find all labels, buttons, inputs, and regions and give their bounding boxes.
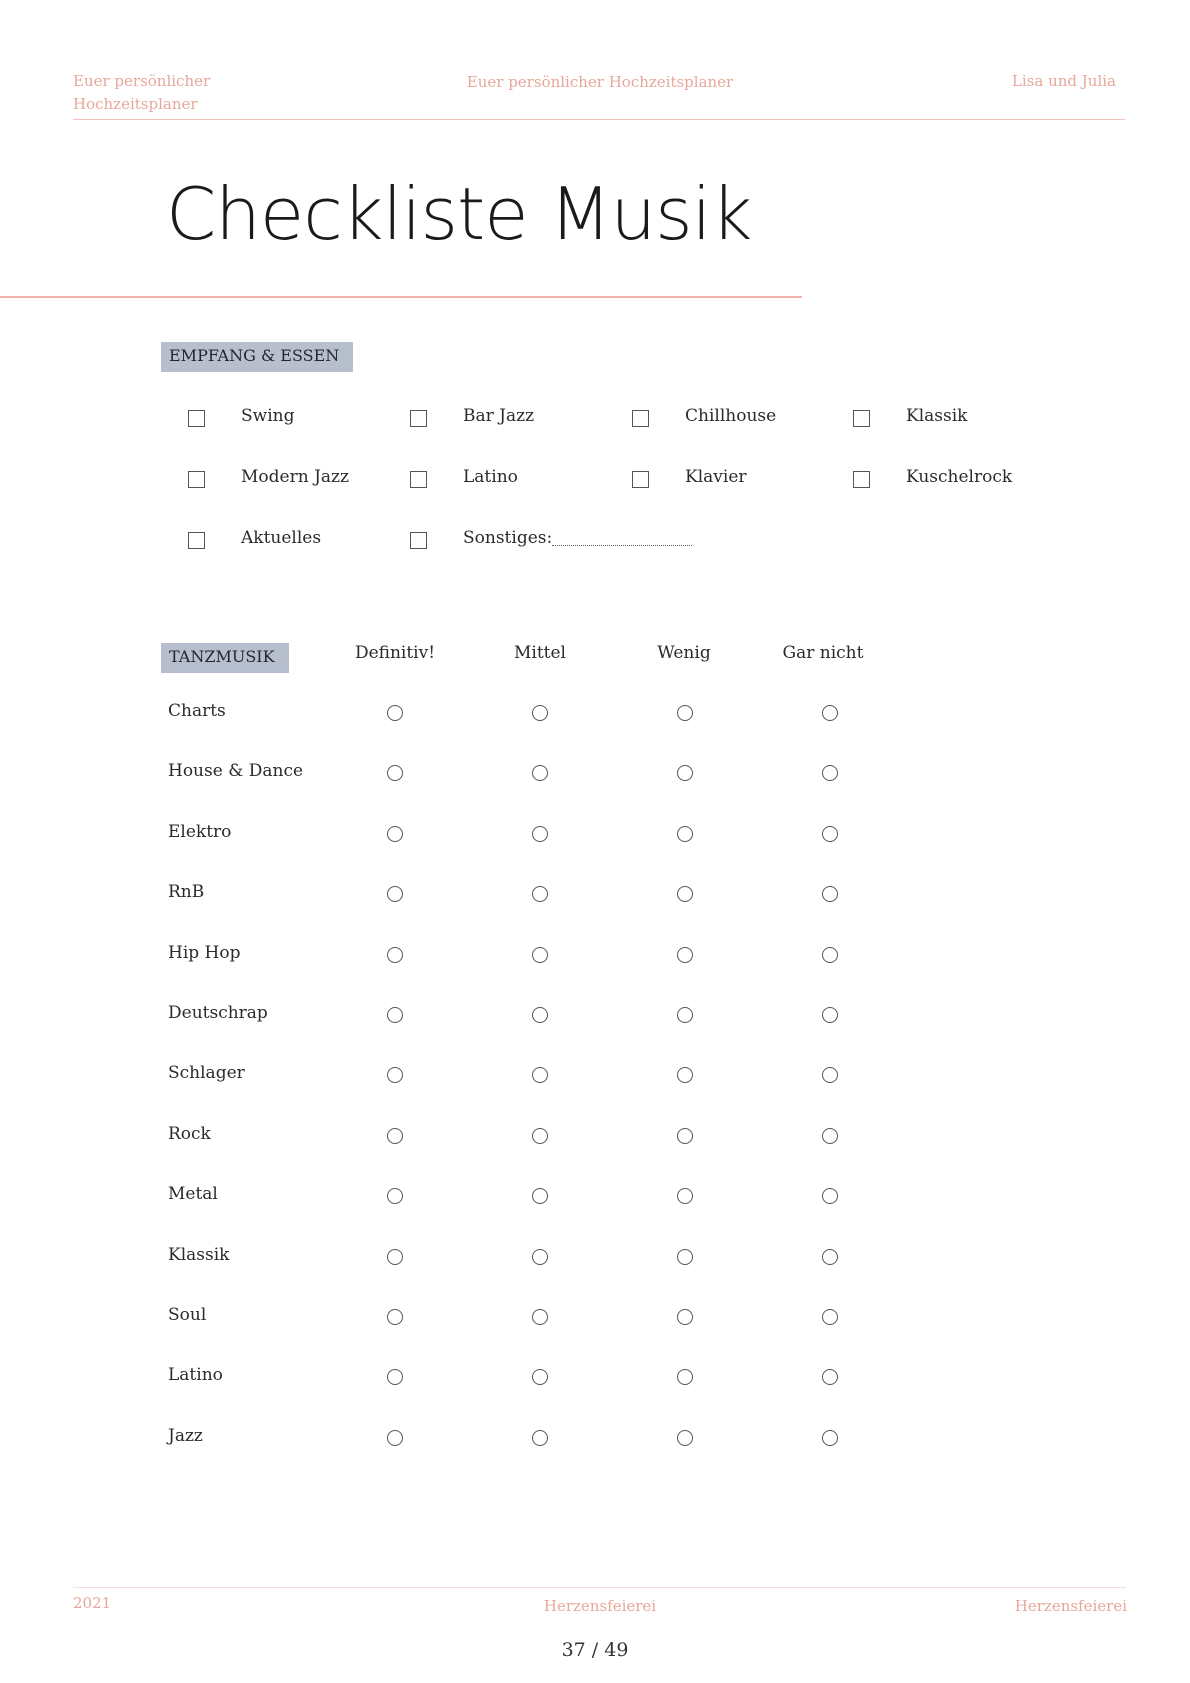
row-label: Klassik [168, 1244, 230, 1265]
checkbox-label: Klavier [685, 467, 747, 487]
checkbox-label: Aktuelles [241, 528, 322, 548]
column-header-wenig: Wenig [657, 643, 711, 663]
radio-button[interactable] [532, 705, 548, 721]
radio-button[interactable] [387, 947, 403, 963]
footer-year: 2021 [73, 1594, 112, 1612]
radio-button[interactable] [822, 947, 838, 963]
row-label: Soul [168, 1305, 207, 1325]
checkbox[interactable] [632, 410, 649, 427]
radio-button[interactable] [387, 886, 403, 902]
radio-button[interactable] [822, 1430, 838, 1446]
page-title: Checkliste Musik [166, 172, 752, 256]
section-tag-tanzmusik: TANZMUSIK [161, 643, 289, 673]
radio-button[interactable] [532, 1249, 548, 1265]
radio-button[interactable] [532, 1067, 548, 1083]
checkbox[interactable] [410, 471, 427, 488]
radio-button[interactable] [677, 886, 693, 902]
checkbox[interactable] [853, 410, 870, 427]
radio-button[interactable] [532, 1309, 548, 1325]
radio-button[interactable] [387, 1249, 403, 1265]
radio-button[interactable] [532, 765, 548, 781]
radio-button[interactable] [822, 705, 838, 721]
sonstiges-input-line[interactable] [552, 545, 692, 546]
radio-button[interactable] [822, 1369, 838, 1385]
radio-button[interactable] [532, 826, 548, 842]
checkbox[interactable] [410, 410, 427, 427]
checkbox[interactable] [632, 471, 649, 488]
checkbox-label: Chillhouse [685, 406, 777, 426]
checkbox[interactable] [188, 410, 205, 427]
radio-button[interactable] [387, 1128, 403, 1144]
radio-button[interactable] [387, 1067, 403, 1083]
radio-button[interactable] [822, 1309, 838, 1325]
radio-button[interactable] [387, 765, 403, 781]
checkbox[interactable] [853, 471, 870, 488]
footer-center: Herzensfeierei [543, 1597, 657, 1615]
radio-button[interactable] [532, 1128, 548, 1144]
row-label: Schlager [168, 1063, 245, 1084]
radio-button[interactable] [677, 765, 693, 781]
footer-divider [73, 1587, 1126, 1588]
radio-button[interactable] [822, 1249, 838, 1265]
radio-button[interactable] [387, 705, 403, 721]
row-label: Rock [168, 1123, 211, 1144]
radio-button[interactable] [677, 947, 693, 963]
radio-button[interactable] [532, 1430, 548, 1446]
column-header-mittel: Mittel [513, 643, 566, 663]
column-header-definitiv: Definitiv! [354, 643, 436, 663]
header-center: Euer persönlicher Hochzeitsplaner [466, 73, 734, 91]
checkbox-label: Swing [241, 406, 295, 426]
radio-button[interactable] [677, 1128, 693, 1144]
checkbox-label: Latino [463, 467, 518, 487]
row-label: House & Dance [168, 761, 304, 782]
radio-button[interactable] [677, 1369, 693, 1385]
radio-button[interactable] [387, 1007, 403, 1023]
radio-button[interactable] [822, 1067, 838, 1083]
radio-button[interactable] [677, 826, 693, 842]
checkbox[interactable] [188, 471, 205, 488]
radio-button[interactable] [677, 1067, 693, 1083]
title-divider [0, 296, 802, 298]
radio-button[interactable] [677, 1309, 693, 1325]
radio-button[interactable] [677, 1430, 693, 1446]
radio-button[interactable] [532, 1188, 548, 1204]
radio-button[interactable] [677, 1249, 693, 1265]
radio-button[interactable] [387, 826, 403, 842]
page-number: 37 / 49 [561, 1639, 629, 1661]
radio-button[interactable] [387, 1430, 403, 1446]
radio-button[interactable] [532, 947, 548, 963]
radio-button[interactable] [822, 1188, 838, 1204]
radio-button[interactable] [822, 826, 838, 842]
row-label: RnB [168, 882, 205, 903]
radio-button[interactable] [387, 1309, 403, 1325]
footer-right: Herzensfeierei [1014, 1597, 1127, 1615]
row-label: Jazz [168, 1425, 203, 1446]
checkbox[interactable] [410, 532, 427, 549]
row-label: Metal [168, 1184, 218, 1205]
radio-button[interactable] [822, 1007, 838, 1023]
checkbox-label: Kuschelrock [906, 467, 1013, 487]
checkbox-label: Bar Jazz [463, 406, 535, 426]
radio-button[interactable] [532, 1007, 548, 1023]
radio-button[interactable] [822, 1128, 838, 1144]
checkbox-label: Sonstiges: [463, 528, 553, 548]
row-label: Latino [168, 1365, 223, 1386]
checkbox[interactable] [188, 532, 205, 549]
row-label: Charts [168, 701, 226, 721]
radio-button[interactable] [822, 765, 838, 781]
section-tag-empfang: EMPFANG & ESSEN [161, 342, 353, 372]
row-label: Elektro [168, 821, 232, 842]
row-label: Hip Hop [168, 942, 241, 963]
radio-button[interactable] [677, 705, 693, 721]
radio-button[interactable] [387, 1188, 403, 1204]
radio-button[interactable] [532, 1369, 548, 1385]
radio-button[interactable] [677, 1188, 693, 1204]
radio-button[interactable] [822, 886, 838, 902]
header-right: Lisa und Julia [1011, 72, 1116, 90]
header-left: Euer persönlicher Hochzeitsplaner [73, 72, 211, 113]
radio-button[interactable] [387, 1369, 403, 1385]
radio-button[interactable] [677, 1007, 693, 1023]
checkbox-label: Modern Jazz [241, 467, 349, 487]
column-header-gar-nicht: Gar nicht [782, 643, 864, 663]
row-label: Deutschrap [168, 1003, 268, 1023]
header-divider [73, 119, 1125, 120]
checkbox-label: Klassik [906, 406, 968, 426]
radio-button[interactable] [532, 886, 548, 902]
